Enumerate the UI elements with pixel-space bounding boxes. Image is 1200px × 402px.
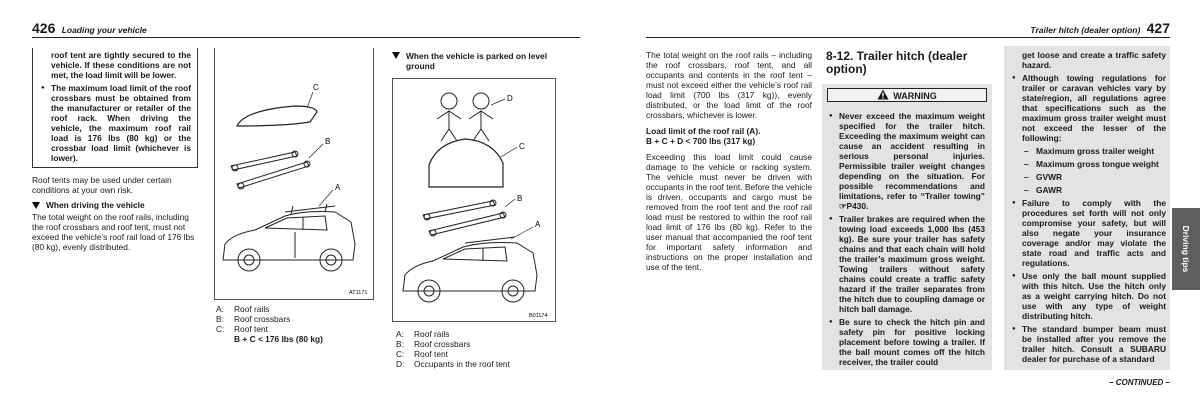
fig2-label-a: A (535, 220, 541, 229)
load-limit-heading: Load limit of the roof rail (A). (646, 126, 761, 136)
dash-item: – GAWR (1022, 185, 1166, 195)
fig1-code: AT1171 (349, 290, 368, 296)
fig1-label-c: C (313, 83, 319, 92)
legend-row: C: Roof tent (216, 324, 268, 334)
dash-item: – GVWR (1022, 172, 1166, 182)
warning-continuation (32, 48, 198, 168)
driving-text: The total weight on the roof rails, including the roof crossbars and roof tent, must not exceed the vehicle’s roof rail load of 176 lbs (80 kg), evenly distributed. (32, 212, 195, 252)
left-header-title: Loading your vehicle (61, 25, 147, 35)
right-page-header (646, 18, 1170, 38)
warning-box-continued (1004, 46, 1170, 370)
side-tab-label: Driving tips (1181, 225, 1191, 273)
figure-2-legend (396, 329, 566, 369)
warning-label-bar (827, 88, 987, 102)
right-column-1 (646, 50, 812, 272)
fig1-label-a: A (335, 183, 341, 192)
warning-label: WARNING (893, 91, 937, 101)
figure-1 (214, 48, 374, 300)
warning-bullets (827, 111, 987, 367)
warning-bullet: ● Trailer brakes are required when the towing load exceeds 1,000 lbs (453 kg). Be sure your trailer has safety chains and that each chain will hold the trailer’s maximum gross weight. Towing trailers without safety chains could create a traffic safety hazard if the trailer separates from the hitch due to coupling damage or hitch ball damage. (827, 214, 985, 314)
car-shape (403, 237, 537, 302)
section-title: 8-12. Trailer hitch (dealer option) (826, 49, 968, 76)
parked-heading: When the vehicle is parked on level ground (392, 51, 562, 71)
total-weight-text: The total weight on the roof rails – including the roof crossbars, roof tent, and all occupants and contents in the roof tent – must not exceed either the vehicle’s roof rail load limit (700 lbs (317 kg)), evenly distributed, or the load limit of the roof crossbars, whichever is lower. (646, 50, 812, 120)
dash-item: – Maximum gross trailer weight (1022, 146, 1166, 156)
legend-row: B: Roof crossbars (396, 339, 471, 349)
crossbars-shape (423, 200, 506, 236)
driving-heading: When driving the vehicle (32, 200, 198, 210)
col3-bullet: ● Failure to comply with the procedures set forth will not only compromise your safety, but will also negate your insurance coverage and/or may violate the state road and traffic acts and regulations. (1010, 198, 1166, 268)
col3-bullet: ● The standard bumper beam must be installed after you remove the trailer hitch. Consult a SUBARU dealer for purchase of a standard (1010, 324, 1166, 364)
col3-bullet: ● Use only the ball mount supplied with this hitch. Use the hitch only as a weight carrying hitch. Do not use with any type of weight distributing hitch. (1010, 271, 1166, 321)
warning-bullet: ● Never exceed the maximum weight specified for the trailer hitch. Exceeding the maximum weight can cause an accident resulting in serious personal injuries. Permissible trailer weight changes depending on the situation. For possible recommendations and limitations, refer to “Trailer towing” ☞P430. (827, 111, 985, 211)
dash-list (1010, 146, 1166, 195)
fig1-formula: B + C < 176 lbs (80 kg) (234, 334, 323, 344)
figure-2-illustration (393, 79, 555, 321)
occupants-shape (437, 93, 493, 141)
roof-tent-note: Roof tents may be used under certain conditions at your own risk. (32, 175, 172, 195)
warning-triangle-icon (877, 89, 889, 100)
left-column-1 (32, 48, 198, 252)
fig2-label-d: D (507, 94, 513, 103)
warning-cont-text: roof tent are tightly secured to the vehicle. If these conditions are not met, the load limit will be lower. (51, 50, 191, 80)
figure-1-illustration (215, 48, 373, 300)
side-tab[interactable] (1172, 208, 1200, 290)
fig2-label-b: B (517, 194, 523, 203)
exceeding-text: Exceeding this load limit could cause damage to the vehicle or racking system. The vehicle must never be driven with occupants in the roof tent. Before the vehicle is driven, occupants and cargo must be removed from the roof tent and the roof rail load must be restored to within the roof rail load limit of 176 lbs (80 kg). Refer to the user manual that accompanied the roof tent for important safety information and instructions on the proper installation and use of the tent. (646, 152, 812, 272)
roof-tent-shape (237, 106, 317, 126)
legend-row: C: Roof tent (396, 349, 448, 359)
warning-bullet: ● Be sure to check the hitch pin and safety pin for positive locking placement before towing a trailer. If the ball mount comes off the hitch receiver, the trailer could (827, 317, 985, 367)
triangle-marker-icon (32, 202, 40, 209)
warning-cont-bullet: ● The maximum load limit of the roof crossbars must be obtained from the manufacturer or retailer of the roof rack. When driving the vehicle, the maximum roof rail load is 176 lbs (80 kg) or the crossbar load limit (whichever is lower). (39, 83, 191, 163)
fig2-code: B01174 (529, 313, 548, 319)
figure-1-legend (216, 304, 376, 344)
col3-bullet: ● Although towing regulations for trailer or caravan vehicles vary by state/region, all regulations agree that specifications such as the maximum gross trailer weight must not exceed the lesser of the following: (1010, 73, 1166, 143)
fig2-label-c: C (519, 142, 525, 151)
load-limit-formula: B + C + D < 700 lbs (317 kg) (646, 136, 756, 146)
right-page-number: 427 (1146, 20, 1170, 36)
fig1-label-b: B (325, 137, 331, 146)
legend-row: A: Roof rails (216, 304, 270, 314)
right-column-2 (826, 50, 992, 76)
left-page-header (32, 18, 580, 38)
warning-box (822, 84, 992, 370)
figure-2 (392, 78, 556, 322)
col3-continuation: get loose and create a traffic safety hazard. (1022, 50, 1166, 70)
right-header-title: Trailer hitch (dealer option) (1030, 25, 1141, 35)
left-page-number: 426 (32, 20, 56, 36)
dash-item: – Maximum gross tongue weight (1022, 159, 1166, 169)
crossbars-shape (231, 151, 310, 189)
legend-row: B: Roof crossbars (216, 314, 291, 324)
legend-row: A: Roof rails (396, 329, 450, 339)
triangle-marker-icon (392, 52, 400, 59)
car-shape (223, 204, 355, 271)
legend-row: D: Occupants in the roof tent (396, 359, 510, 369)
tent-shape (429, 139, 503, 187)
continued-label: – CONTINUED – (1109, 378, 1170, 387)
